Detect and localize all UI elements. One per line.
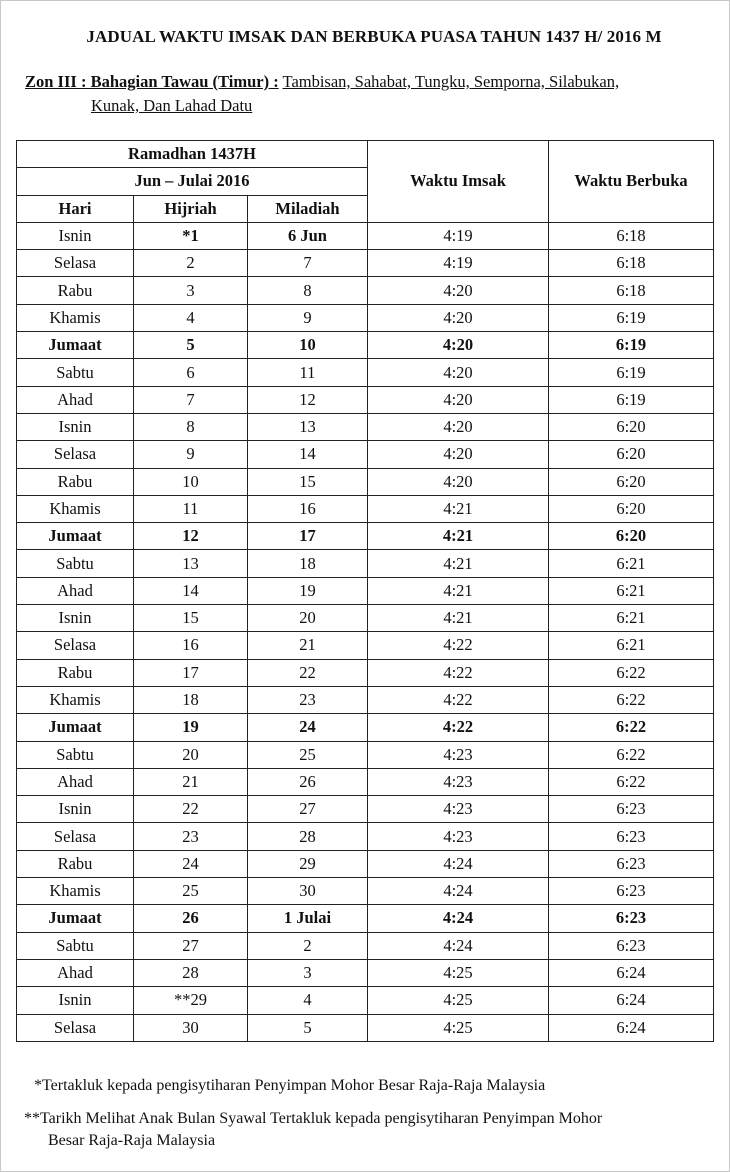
table-row	[17, 1014, 714, 1041]
cell-miladiah: 12	[248, 386, 368, 413]
table-row	[17, 550, 714, 577]
table-row	[17, 659, 714, 686]
zone-line-1	[25, 70, 715, 94]
table-row	[17, 277, 714, 304]
cell-berbuka: 6:21	[549, 550, 714, 577]
cell-hari: Khamis	[17, 878, 134, 905]
cell-hijriah: 16	[134, 632, 248, 659]
header-imsak: Waktu Imsak	[368, 141, 549, 223]
cell-hijriah: 25	[134, 878, 248, 905]
cell-hari: Khamis	[17, 686, 134, 713]
cell-miladiah: 25	[248, 741, 368, 768]
page-title: JADUAL WAKTU IMSAK DAN BERBUKA PUASA TAHUN 1437 H/ 2016 M	[86, 27, 662, 46]
cell-hijriah: 19	[134, 714, 248, 741]
cell-berbuka: 6:23	[549, 932, 714, 959]
cell-miladiah: 3	[248, 959, 368, 986]
cell-hijriah: 24	[134, 850, 248, 877]
cell-hari: Khamis	[17, 304, 134, 331]
table-row	[17, 222, 714, 249]
header-hijriah: Hijriah	[134, 195, 248, 222]
cell-imsak: 4:20	[368, 304, 549, 331]
cell-miladiah: 10	[248, 332, 368, 359]
cell-imsak: 4:20	[368, 332, 549, 359]
cell-hari: Khamis	[17, 495, 134, 522]
cell-berbuka: 6:23	[549, 878, 714, 905]
cell-miladiah: 14	[248, 441, 368, 468]
cell-hari: Selasa	[17, 250, 134, 277]
cell-berbuka: 6:21	[549, 605, 714, 632]
cell-berbuka: 6:20	[549, 413, 714, 440]
cell-imsak: 4:20	[368, 441, 549, 468]
cell-hari: Rabu	[17, 277, 134, 304]
cell-miladiah: 18	[248, 550, 368, 577]
cell-berbuka: 6:22	[549, 714, 714, 741]
table-row	[17, 250, 714, 277]
zone-description	[25, 70, 715, 118]
cell-miladiah: 22	[248, 659, 368, 686]
cell-hari: Sabtu	[17, 932, 134, 959]
zone-locations-2: Kunak, Dan Lahad Datu	[91, 96, 253, 115]
cell-imsak: 4:23	[368, 823, 549, 850]
cell-hijriah: 23	[134, 823, 248, 850]
cell-berbuka: 6:22	[549, 686, 714, 713]
cell-berbuka: 6:24	[549, 987, 714, 1014]
cell-berbuka: 6:20	[549, 495, 714, 522]
cell-hari: Rabu	[17, 468, 134, 495]
cell-imsak: 4:20	[368, 413, 549, 440]
cell-hari: Sabtu	[17, 550, 134, 577]
footnote-2-line-1: **Tarikh Melihat Anak Bulan Syawal Tertakluk kepada pengisytiharan Penyimpan Mohor	[24, 1110, 603, 1127]
cell-hari: Jumaat	[17, 714, 134, 741]
cell-hijriah: 15	[134, 605, 248, 632]
table-row	[17, 468, 714, 495]
cell-miladiah: 19	[248, 577, 368, 604]
cell-berbuka: 6:21	[549, 577, 714, 604]
cell-miladiah: 11	[248, 359, 368, 386]
cell-hijriah: 12	[134, 523, 248, 550]
cell-hijriah: 28	[134, 959, 248, 986]
cell-hijriah: 17	[134, 659, 248, 686]
table-row	[17, 741, 714, 768]
cell-berbuka: 6:23	[549, 905, 714, 932]
cell-berbuka: 6:18	[549, 250, 714, 277]
cell-hijriah: 30	[134, 1014, 248, 1041]
footnote-2-line-2: Besar Raja-Raja Malaysia	[48, 1132, 216, 1149]
cell-miladiah: 7	[248, 250, 368, 277]
cell-hari: Rabu	[17, 659, 134, 686]
cell-hijriah: 8	[134, 413, 248, 440]
table-row	[17, 850, 714, 877]
cell-hari: Ahad	[17, 768, 134, 795]
cell-berbuka: 6:19	[549, 386, 714, 413]
cell-berbuka: 6:24	[549, 959, 714, 986]
cell-imsak: 4:19	[368, 250, 549, 277]
cell-hijriah: 3	[134, 277, 248, 304]
cell-berbuka: 6:22	[549, 741, 714, 768]
cell-hari: Jumaat	[17, 905, 134, 932]
cell-imsak: 4:25	[368, 959, 549, 986]
cell-imsak: 4:20	[368, 468, 549, 495]
zone-line-2	[25, 94, 715, 118]
cell-miladiah: 17	[248, 523, 368, 550]
cell-berbuka: 6:20	[549, 468, 714, 495]
header-month: Ramadhan 1437H	[17, 141, 368, 168]
footnote-2	[24, 1108, 714, 1152]
cell-imsak: 4:24	[368, 905, 549, 932]
cell-berbuka: 6:19	[549, 332, 714, 359]
table-row	[17, 768, 714, 795]
cell-imsak: 4:20	[368, 277, 549, 304]
table-row	[17, 987, 714, 1014]
cell-imsak: 4:22	[368, 714, 549, 741]
header-berbuka: Waktu Berbuka	[549, 141, 714, 223]
cell-berbuka: 6:23	[549, 823, 714, 850]
cell-hijriah: 22	[134, 796, 248, 823]
cell-imsak: 4:22	[368, 686, 549, 713]
cell-berbuka: 6:19	[549, 304, 714, 331]
zone-label: Zon III : Bahagian Tawau (Timur) :	[25, 72, 279, 91]
cell-hijriah: *1	[134, 222, 248, 249]
cell-hijriah: **29	[134, 987, 248, 1014]
table-row	[17, 823, 714, 850]
cell-hari: Selasa	[17, 1014, 134, 1041]
cell-berbuka: 6:22	[549, 659, 714, 686]
cell-hijriah: 27	[134, 932, 248, 959]
table-row	[17, 386, 714, 413]
cell-hijriah: 11	[134, 495, 248, 522]
cell-imsak: 4:21	[368, 523, 549, 550]
cell-imsak: 4:24	[368, 932, 549, 959]
cell-hari: Selasa	[17, 441, 134, 468]
cell-miladiah: 13	[248, 413, 368, 440]
cell-hari: Rabu	[17, 850, 134, 877]
cell-hari: Isnin	[17, 987, 134, 1014]
table-row	[17, 932, 714, 959]
cell-imsak: 4:24	[368, 850, 549, 877]
cell-miladiah: 23	[248, 686, 368, 713]
header-months-masihi: Jun – Julai 2016	[17, 168, 368, 195]
cell-berbuka: 6:19	[549, 359, 714, 386]
cell-hijriah: 10	[134, 468, 248, 495]
cell-miladiah: 6 Jun	[248, 222, 368, 249]
cell-miladiah: 27	[248, 796, 368, 823]
cell-imsak: 4:23	[368, 741, 549, 768]
table-row	[17, 714, 714, 741]
table-row	[17, 523, 714, 550]
table-row	[17, 878, 714, 905]
cell-hijriah: 20	[134, 741, 248, 768]
cell-imsak: 4:22	[368, 659, 549, 686]
cell-hari: Sabtu	[17, 359, 134, 386]
cell-hijriah: 13	[134, 550, 248, 577]
table-row	[17, 605, 714, 632]
schedule-table	[16, 140, 714, 1042]
cell-hijriah: 6	[134, 359, 248, 386]
cell-hijriah: 14	[134, 577, 248, 604]
cell-hijriah: 7	[134, 386, 248, 413]
cell-hari: Jumaat	[17, 332, 134, 359]
cell-imsak: 4:19	[368, 222, 549, 249]
cell-hari: Isnin	[17, 413, 134, 440]
cell-berbuka: 6:20	[549, 441, 714, 468]
cell-berbuka: 6:18	[549, 277, 714, 304]
cell-hijriah: 4	[134, 304, 248, 331]
header-miladiah: Miladiah	[248, 195, 368, 222]
cell-berbuka: 6:23	[549, 850, 714, 877]
cell-miladiah: 2	[248, 932, 368, 959]
table-row	[17, 495, 714, 522]
cell-miladiah: 29	[248, 850, 368, 877]
cell-imsak: 4:25	[368, 1014, 549, 1041]
cell-hijriah: 9	[134, 441, 248, 468]
table-row	[17, 632, 714, 659]
cell-hijriah: 26	[134, 905, 248, 932]
cell-hari: Isnin	[17, 796, 134, 823]
cell-hari: Sabtu	[17, 741, 134, 768]
cell-miladiah: 15	[248, 468, 368, 495]
cell-imsak: 4:21	[368, 577, 549, 604]
cell-imsak: 4:25	[368, 987, 549, 1014]
cell-hijriah: 21	[134, 768, 248, 795]
table-row	[17, 905, 714, 932]
cell-berbuka: 6:23	[549, 796, 714, 823]
cell-miladiah: 5	[248, 1014, 368, 1041]
table-body	[17, 222, 714, 1041]
table-row	[17, 359, 714, 386]
cell-hari: Ahad	[17, 577, 134, 604]
footnote-1: *Tertakluk kepada pengisytiharan Penyimpan Mohor Besar Raja-Raja Malaysia	[34, 1077, 546, 1094]
cell-imsak: 4:23	[368, 768, 549, 795]
cell-miladiah: 26	[248, 768, 368, 795]
table-row	[17, 959, 714, 986]
cell-hari: Selasa	[17, 823, 134, 850]
cell-imsak: 4:22	[368, 632, 549, 659]
cell-imsak: 4:20	[368, 359, 549, 386]
cell-miladiah: 8	[248, 277, 368, 304]
cell-miladiah: 1 Julai	[248, 905, 368, 932]
cell-berbuka: 6:21	[549, 632, 714, 659]
cell-miladiah: 30	[248, 878, 368, 905]
table-row	[17, 413, 714, 440]
cell-imsak: 4:20	[368, 386, 549, 413]
cell-miladiah: 4	[248, 987, 368, 1014]
cell-hari: Isnin	[17, 605, 134, 632]
cell-hari: Ahad	[17, 959, 134, 986]
header-hari: Hari	[17, 195, 134, 222]
cell-miladiah: 24	[248, 714, 368, 741]
cell-hari: Ahad	[17, 386, 134, 413]
cell-miladiah: 16	[248, 495, 368, 522]
table-row	[17, 577, 714, 604]
cell-imsak: 4:23	[368, 796, 549, 823]
cell-hijriah: 18	[134, 686, 248, 713]
cell-berbuka: 6:24	[549, 1014, 714, 1041]
table-row	[17, 441, 714, 468]
table-row	[17, 332, 714, 359]
cell-hijriah: 2	[134, 250, 248, 277]
cell-imsak: 4:24	[368, 878, 549, 905]
table-row	[17, 796, 714, 823]
cell-miladiah: 28	[248, 823, 368, 850]
cell-hari: Selasa	[17, 632, 134, 659]
cell-miladiah: 21	[248, 632, 368, 659]
cell-berbuka: 6:22	[549, 768, 714, 795]
cell-imsak: 4:21	[368, 605, 549, 632]
cell-berbuka: 6:20	[549, 523, 714, 550]
table-row	[17, 304, 714, 331]
cell-hari: Isnin	[17, 222, 134, 249]
cell-imsak: 4:21	[368, 550, 549, 577]
cell-berbuka: 6:18	[549, 222, 714, 249]
table-row	[17, 686, 714, 713]
cell-hijriah: 5	[134, 332, 248, 359]
cell-hari: Jumaat	[17, 523, 134, 550]
cell-imsak: 4:21	[368, 495, 549, 522]
cell-miladiah: 9	[248, 304, 368, 331]
cell-miladiah: 20	[248, 605, 368, 632]
zone-locations-1: Tambisan, Sahabat, Tungku, Semporna, Silabukan,	[282, 72, 620, 91]
